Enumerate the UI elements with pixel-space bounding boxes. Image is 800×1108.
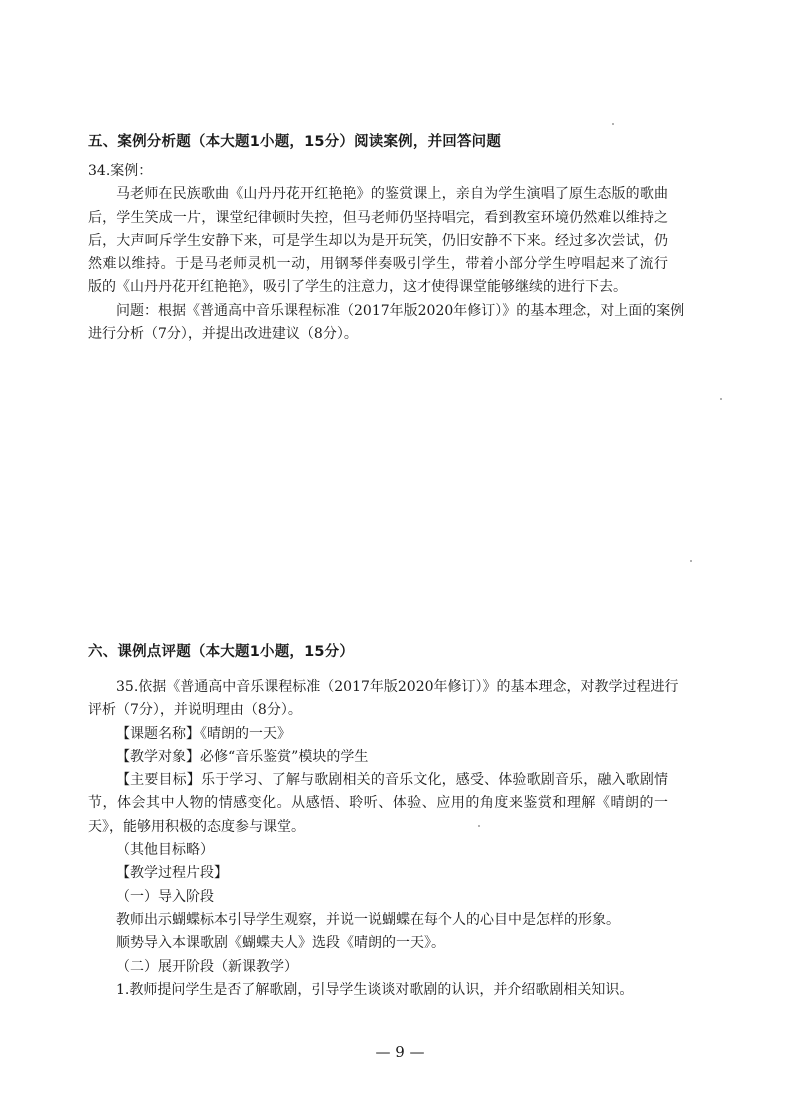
stage-development: （二）展开阶段（新课教学） <box>116 958 298 975</box>
other-goals: （其他目标略） <box>116 842 214 859</box>
lesson-audience: 【教学对象】必修“音乐鉴赏”模块的学生 <box>116 748 369 765</box>
lesson-goal-line: 节，体会其中人物的情感变化。从感悟、聆听、体验、应用的角度来鉴赏和理解《晴朗的一 <box>88 795 668 812</box>
scan-speck <box>690 560 692 562</box>
question-34-label: 34.案例： <box>88 163 153 179</box>
stage-intro: （一）导入阶段 <box>116 888 214 905</box>
case-line: 后，大声呵斥学生安静下来，可是学生却以为是开玩笑，仍旧安静不下来。经过多次尝试，仍 <box>88 232 668 249</box>
case-line: 版的《山丹丹花开红艳艳》，吸引了学生的注意力，这才使得课堂能够继续的进行下去。 <box>88 279 627 296</box>
process-heading: 【教学过程片段】 <box>116 865 228 882</box>
lesson-title: 【课题名称】《晴朗的一天》 <box>116 725 291 742</box>
question-35-line: 35.依据《普通高中音乐课程标准（2017年版2020年修订）》的基本理念，对教学过程进行 <box>116 679 679 695</box>
question-line: 进行分析（7分），并提出改进建议（8分）。 <box>88 326 358 343</box>
page-number: — 9 — <box>375 1043 425 1061</box>
question-line: 问题：根据《普通高中音乐课程标准（2017年版2020年修订）》的基本理念，对上面的案例 <box>116 302 685 319</box>
lesson-goal-line: 天》，能够用积极的态度参与课堂。 <box>88 818 305 835</box>
process-line: 教师出示蝴蝶标本引导学生观察，并说一说蝴蝶在每个人的心目中是怎样的形象。 <box>116 911 620 928</box>
case-line: 马老师在民族歌曲《山丹丹花开红艳艳》的鉴赏课上，亲自为学生演唱了原生态版的歌曲 <box>116 186 668 203</box>
scan-speck <box>612 123 614 125</box>
process-line: 1.教师提问学生是否了解歌剧，引导学生谈谈对歌剧的认识，并介绍歌剧相关知识。 <box>116 981 634 998</box>
question-35-line: 评析（7分），并说明理由（8分）。 <box>88 702 302 719</box>
process-line: 顺势导入本课歌剧《蝴蝶夫人》选段《晴朗的一天》。 <box>116 935 445 952</box>
lesson-goal-line: 【主要目标】乐于学习、了解与歌剧相关的音乐文化，感受、体验歌剧音乐，融入歌剧情 <box>116 772 668 789</box>
section5-heading: 五、案例分析题（本大题1小题，15分）阅读案例，并回答问题 <box>88 134 502 150</box>
scan-speck <box>478 825 480 827</box>
section5-body <box>88 160 685 346</box>
section6-body <box>88 676 679 1002</box>
case-line: 然难以维持。于是马老师灵机一动，用钢琴伴奏吸引学生，带着小部分学生哼唱起来了流行 <box>88 256 668 273</box>
scan-speck <box>720 398 722 400</box>
section6-heading: 六、课例点评题（本大题1小题，15分） <box>88 644 355 660</box>
case-line: 后，学生笑成一片，课堂纪律顿时失控，但马老师仍坚持唱完，看到教室环境仍然难以维持之 <box>88 209 668 226</box>
